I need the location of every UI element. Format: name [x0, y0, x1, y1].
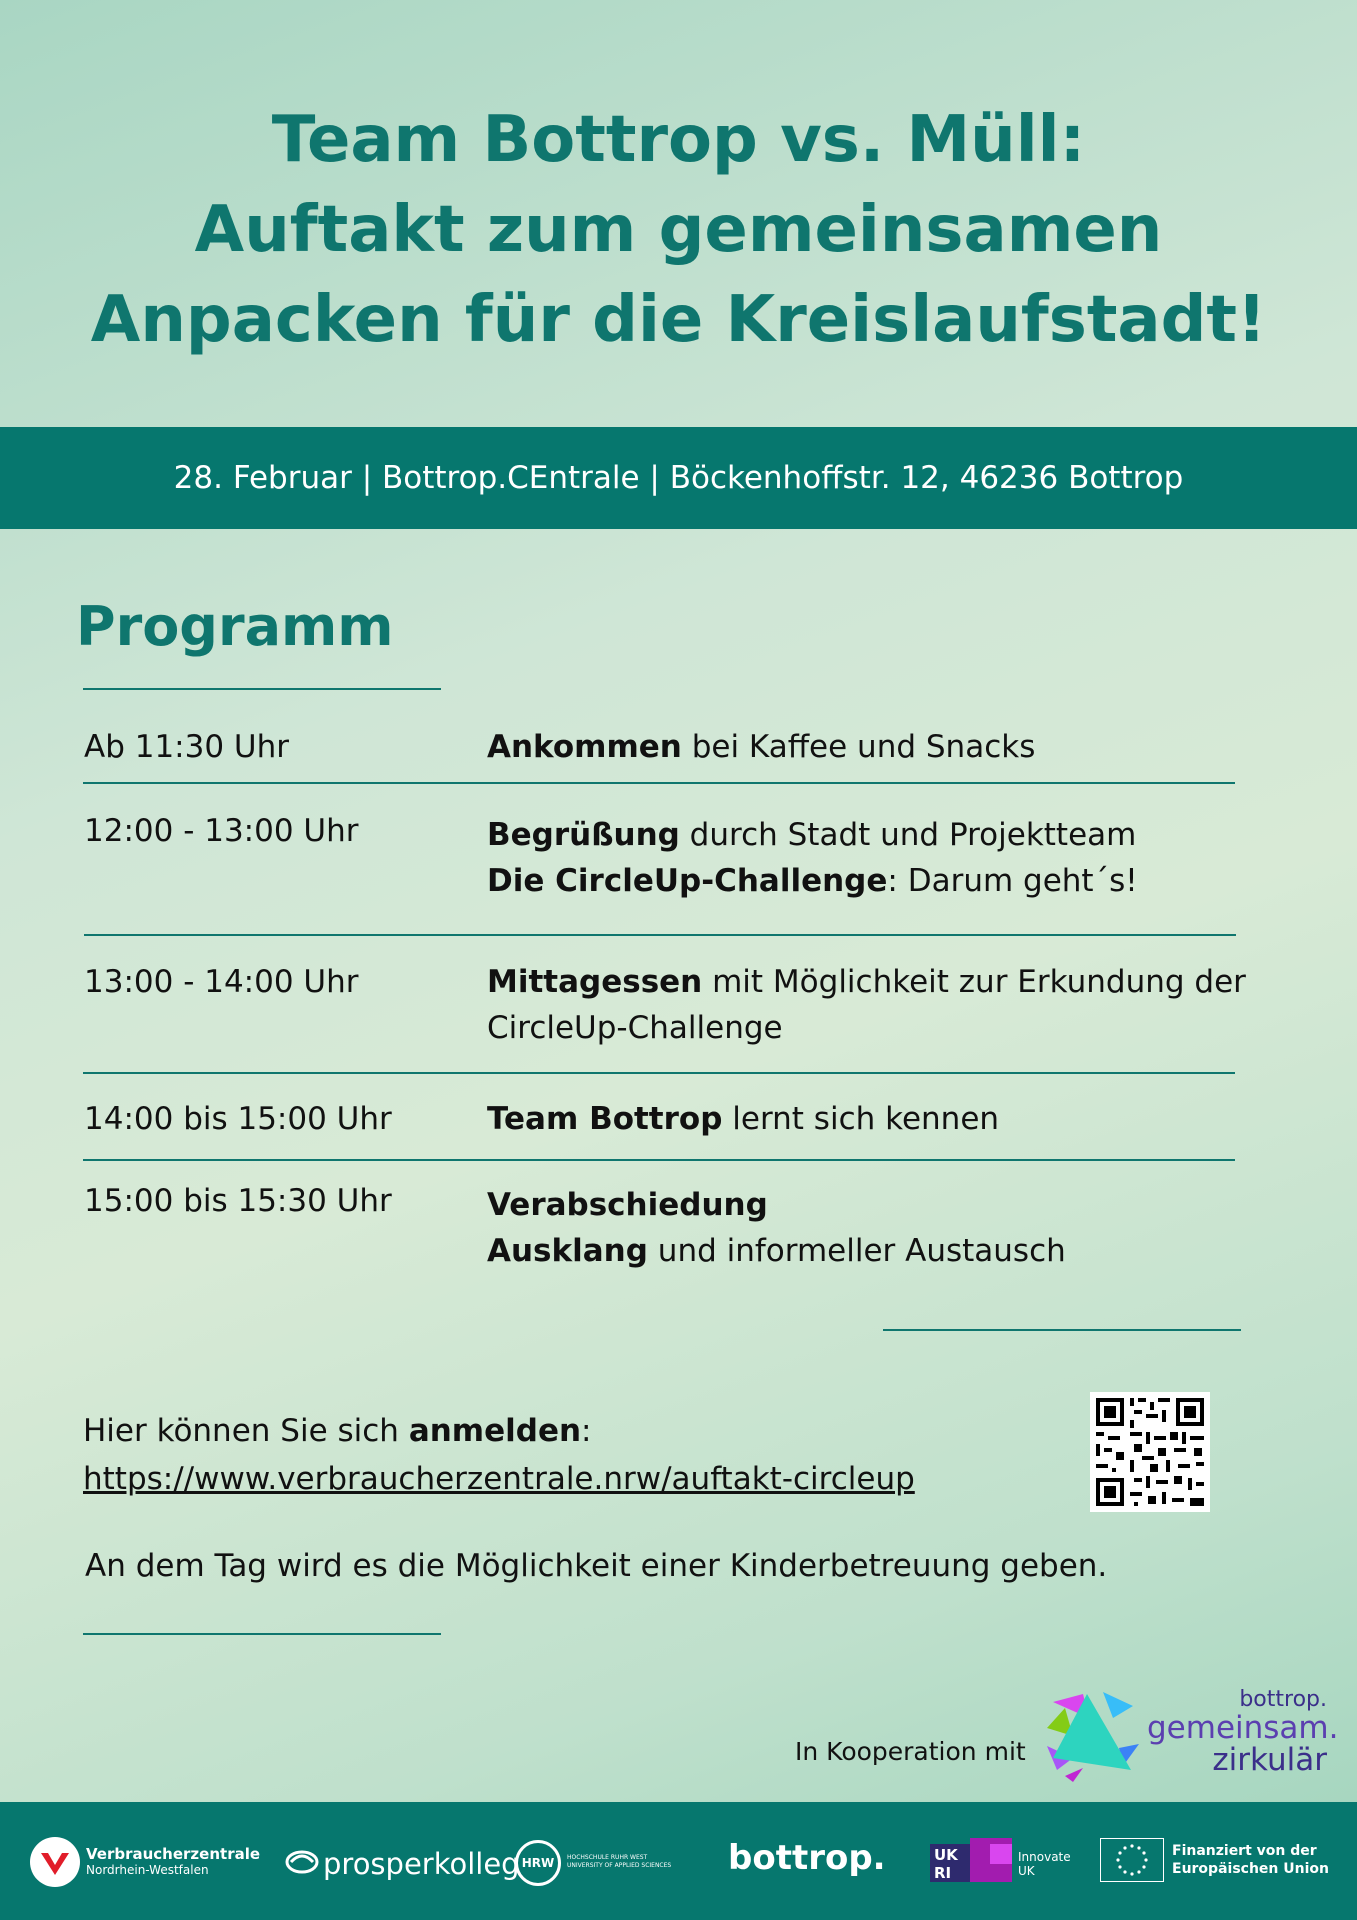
eu-flag-icon — [1100, 1838, 1164, 1882]
logo-line-1: bottrop. — [1239, 1687, 1327, 1712]
qr-code-graphic — [1090, 1392, 1210, 1512]
circle-triangle-icon — [1043, 1688, 1143, 1784]
title-line-3: Anpacken für die Kreislaufstadt! — [90, 283, 1267, 357]
program-description — [487, 1096, 1247, 1142]
qr-code[interactable] — [1090, 1392, 1210, 1512]
program-item-text: lernt sich kennen — [722, 1101, 1000, 1137]
program-item-bold: Team Bottrop — [487, 1101, 723, 1137]
logo-wordmark — [1147, 1687, 1339, 1778]
registration-block — [83, 1407, 915, 1503]
hrw-subtitle — [567, 1854, 671, 1870]
program-time: 15:00 bis 15:30 Uhr — [84, 1183, 392, 1219]
row-divider — [83, 782, 1235, 784]
registration-link[interactable]: https://www.verbraucherzentrale.nrw/auftakt-circleup — [83, 1461, 915, 1497]
svg-text:UK: UK — [934, 1846, 958, 1864]
registration-bold: anmelden — [408, 1413, 582, 1449]
prosperkolleg-text: prosperkolleg — [323, 1847, 520, 1881]
eu-line-1: Finanziert von der — [1172, 1843, 1317, 1859]
program-item-text: : Darum geht´s! — [887, 863, 1138, 899]
program-item-text: und informeller Austausch — [647, 1233, 1066, 1269]
program-item-bold: Verabschiedung — [487, 1187, 768, 1223]
hrw-line-1: HOCHSCHULE RUHR WEST — [567, 1854, 648, 1861]
row-divider — [83, 1159, 1235, 1161]
eu-line-2: Europäischen Union — [1172, 1861, 1329, 1877]
program-item-text: durch Stadt und Projektteam — [679, 817, 1137, 853]
vz-name: Verbraucherzentrale — [86, 1845, 261, 1863]
registration-prefix: Hier können Sie sich — [83, 1413, 409, 1449]
row-divider — [84, 934, 1236, 936]
childcare-note: An dem Tag wird es die Möglichkeit einer Kinderbetreuung geben. — [85, 1548, 1108, 1584]
hrw-line-2: UNIVERSITY OF APPLIED SCIENCES — [567, 1862, 672, 1869]
innovate-line-2: UK — [1018, 1864, 1035, 1878]
program-time: 14:00 bis 15:00 Uhr — [84, 1101, 392, 1137]
registration-text — [83, 1407, 915, 1455]
program-description — [487, 959, 1247, 1051]
program-time: Ab 11:30 Uhr — [84, 729, 290, 765]
program-item-text: mit Möglichkeit zur Erkundung der CircleUp-Challenge — [487, 964, 1246, 1046]
program-time: 12:00 - 13:00 Uhr — [84, 813, 359, 849]
vz-circle-icon — [30, 1837, 80, 1887]
title-line-1: Team Bottrop vs. Müll: — [271, 103, 1086, 177]
prosperkolleg-logo — [285, 1846, 520, 1884]
section-divider — [883, 1329, 1241, 1331]
footer-logo-bar — [0, 1802, 1357, 1920]
program-item-bold: Begrüßung — [487, 817, 680, 853]
prosperkolleg-icon — [285, 1848, 319, 1884]
cooperation-label: In Kooperation mit — [795, 1737, 1026, 1766]
row-divider — [83, 1072, 1235, 1074]
program-item-bold: Ausklang — [487, 1233, 648, 1269]
program-time: 13:00 - 14:00 Uhr — [84, 964, 359, 1000]
program-description — [487, 812, 1247, 904]
program-description — [487, 724, 1247, 770]
program-description — [487, 1182, 1247, 1274]
ukri-icon — [930, 1838, 1012, 1882]
program-item-bold: Die CircleUp-Challenge — [487, 863, 888, 899]
innovate-uk-text — [1018, 1850, 1071, 1878]
bottrop-logo: bottrop. — [728, 1838, 886, 1878]
svg-text:RI: RI — [934, 1864, 952, 1882]
program-heading: Programm — [76, 595, 394, 658]
program-item-bold: Mittagessen — [487, 964, 703, 1000]
program-item-text: bei Kaffee und Snacks — [681, 729, 1036, 765]
vz-v-icon — [30, 1837, 80, 1887]
logo-line-2: gemeinsam. — [1147, 1710, 1339, 1746]
page-title — [0, 95, 1357, 365]
section-divider — [83, 1633, 441, 1635]
title-line-2: Auftakt zum gemeinsamen — [194, 193, 1163, 267]
event-info-band: 28. Februar | Bottrop.CEntrale | Böckenhoffstr. 12, 46236 Bottrop — [0, 427, 1357, 529]
bottrop-gemeinsam-zirkulaer-logo — [1043, 1687, 1339, 1784]
vz-region: Nordrhein-Westfalen — [86, 1863, 209, 1877]
heading-underline — [83, 688, 441, 690]
innovate-line-1: Innovate — [1018, 1850, 1071, 1864]
logo-line-3: zirkulär — [1212, 1742, 1327, 1778]
vz-wordmark — [86, 1845, 260, 1877]
hrw-mark: HRW — [515, 1840, 561, 1886]
registration-suffix: : — [581, 1413, 592, 1449]
program-item-bold: Ankommen — [487, 729, 682, 765]
eu-funding-text — [1172, 1842, 1329, 1878]
